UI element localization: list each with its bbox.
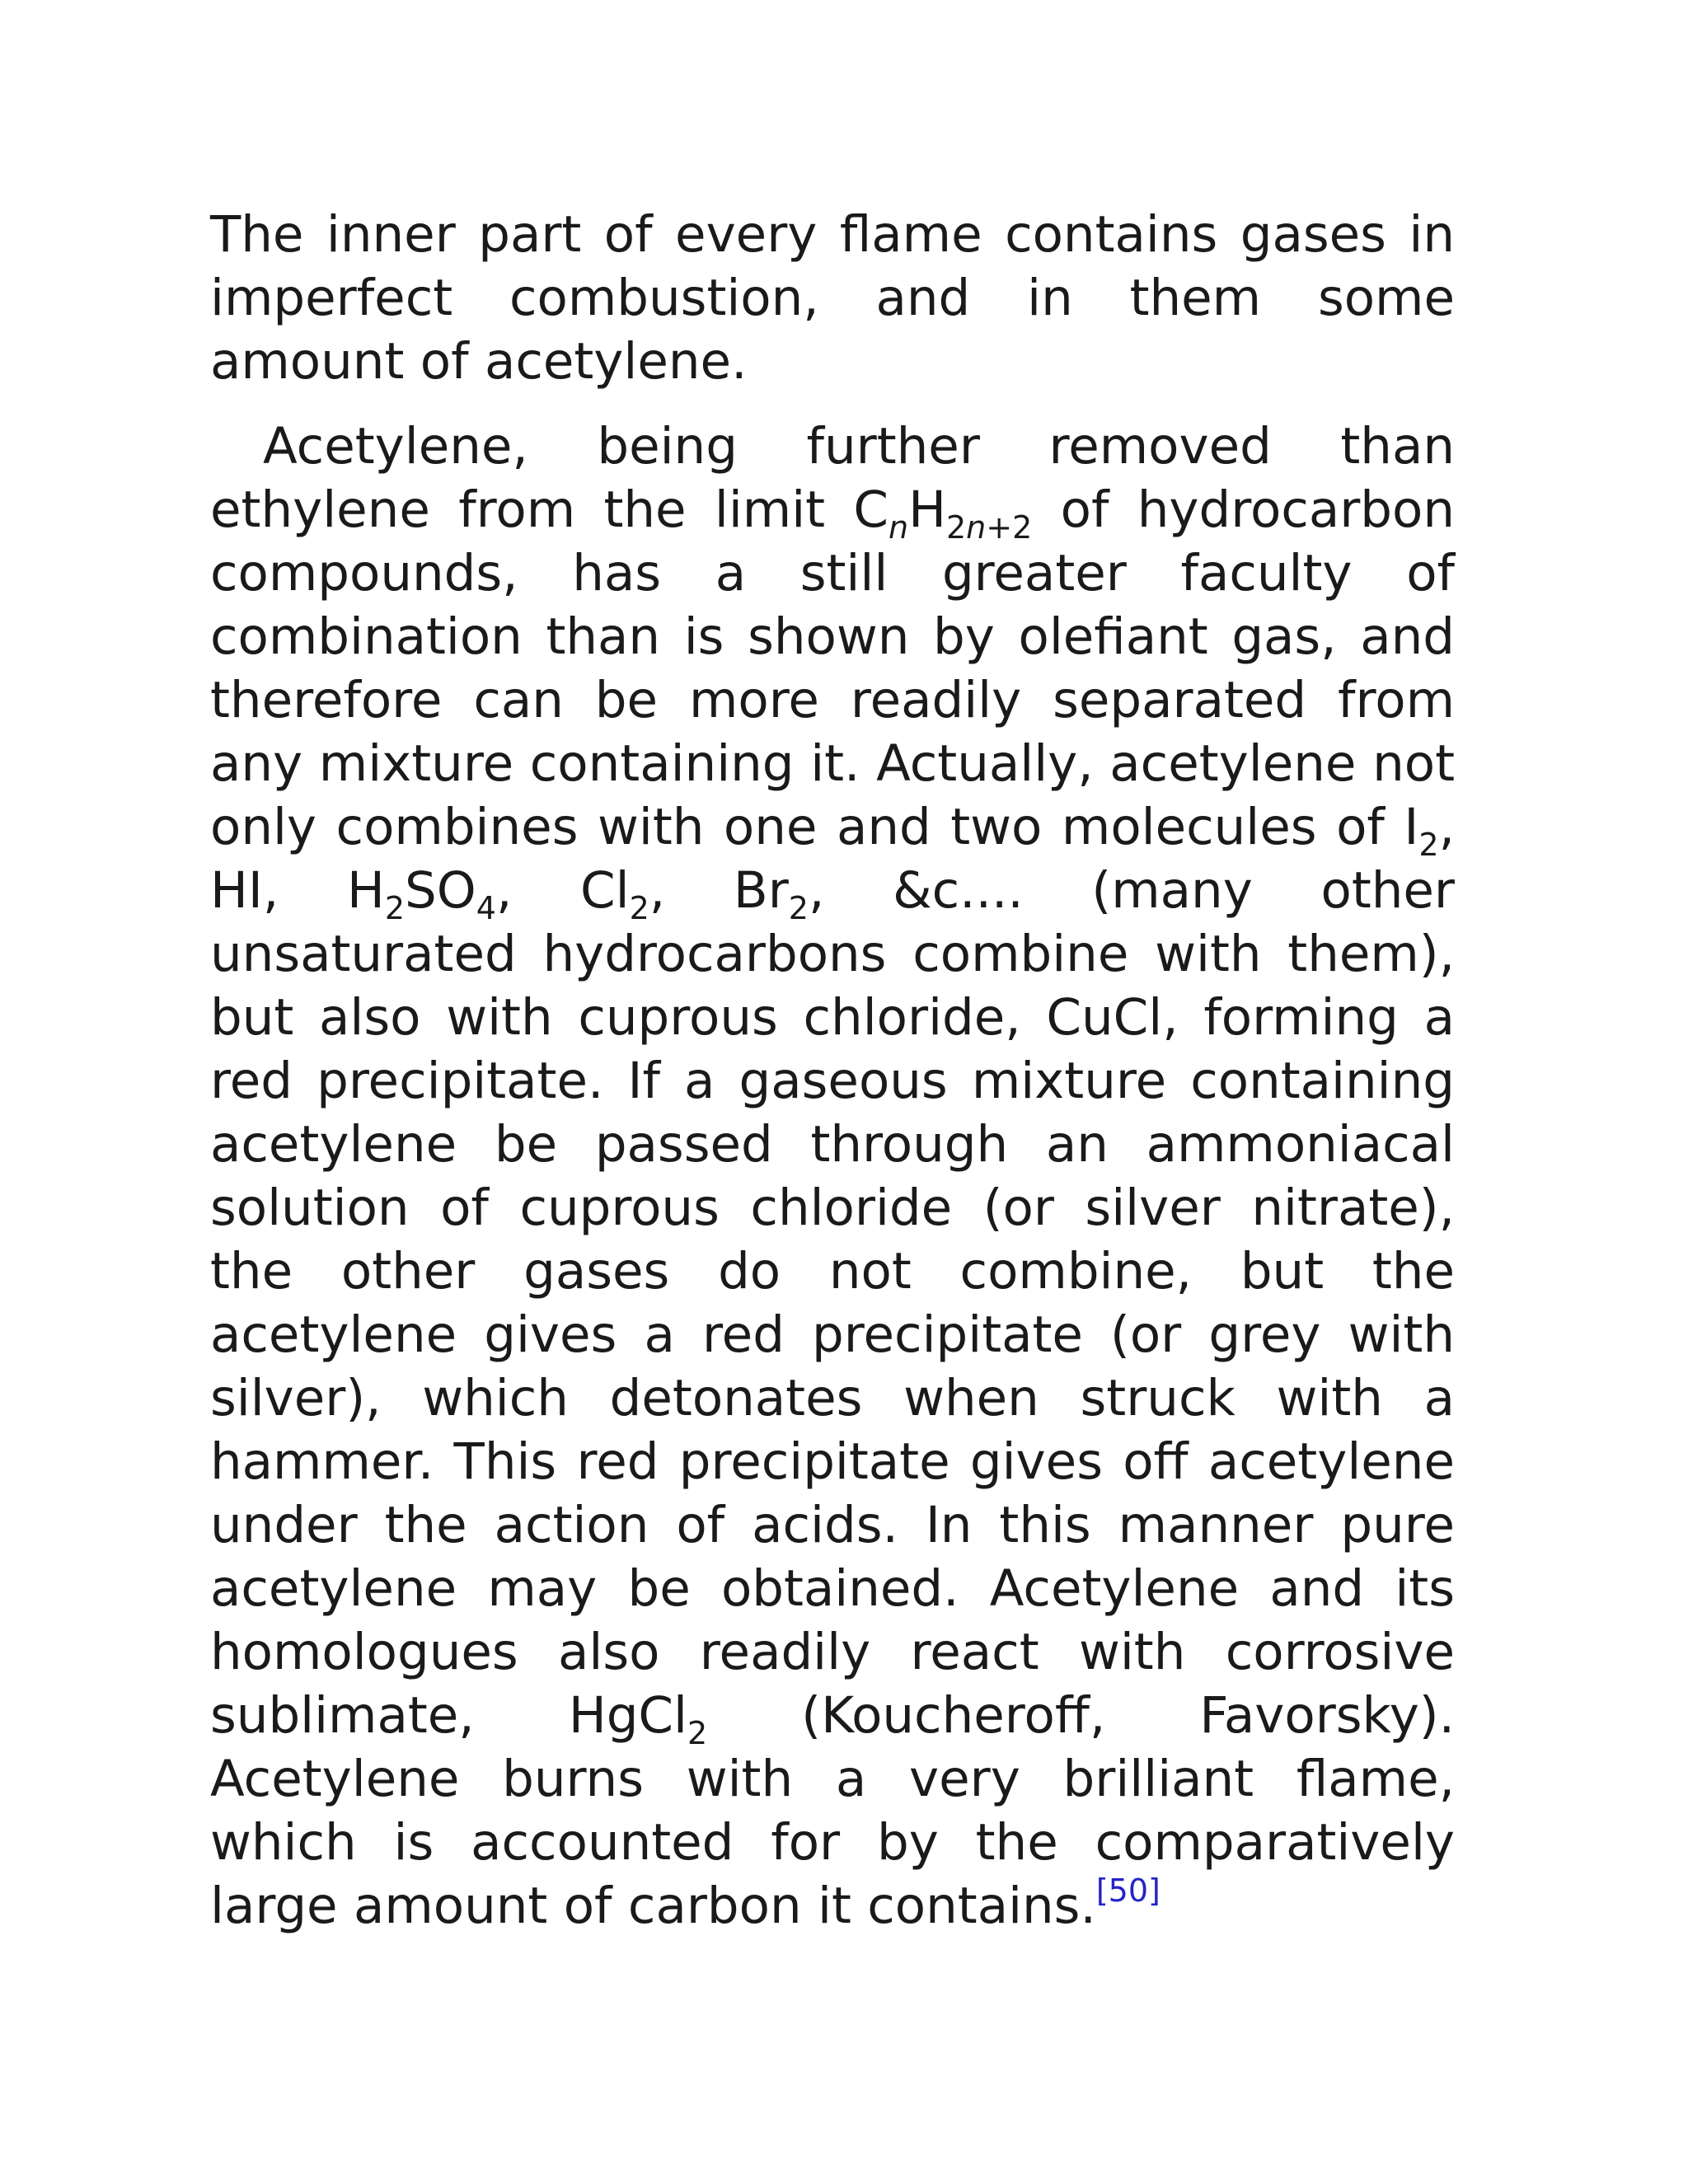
text-run-3: , HI, (210, 798, 1455, 920)
text-run-2: of hydrocarbon compounds, has a still greater faculty of combination than is shown by olefiant gas, and therefore can be more readily separated from any mixture containing it. Actually, acetylene not only combines with one and two molecules of (210, 480, 1455, 856)
formula-hgcl2: HgCl$_2$ (568, 1686, 708, 1751)
paragraph-flame-text: The inner part of every flame contains gases in imperfect combustion, and in them some amount of acetylene. (210, 205, 1455, 391)
formula-i2: $I_2$ (1404, 798, 1439, 863)
formula-h2so4: $H_2SO_4$ (346, 861, 496, 926)
text-run-5: , (649, 861, 734, 920)
formula-limit: $C_nH_{2n+2}$ (853, 480, 1033, 546)
paragraph-flame (210, 203, 1455, 393)
text-run-4: , (495, 861, 581, 920)
text-run-6: , &c.... (many other unsaturated hydrocarbons combine with them), but also with cuprous chloride, CuCl, forming a red precipitate. If a gaseous mixture containing acetylene be passed through an ammoniacal solution of cuprous chloride (or silver nitrate), the other gases do not combine, but the acetylene gives a red precipitate (or grey with silver), which detonates when struck with a hammer. This red precipitate gives off acetylene under the action of acids. In this manner pure acetylene may be obtained. Acetylene and its homologues also readily react with corrosive sublimate, (210, 861, 1456, 1745)
page-body (210, 203, 1455, 1938)
footnote-ref[interactable] (1096, 1872, 1160, 1909)
formula-br2: $Br_2$ (733, 861, 809, 926)
footnote-link-50[interactable]: [50] (1095, 1872, 1160, 1909)
text-run-7: (Koucheroff, Favorsky). Acetylene burns with a very brilliant flame, which is accounted for by the comparatively large amount of carbon it contains. (210, 1686, 1455, 1935)
formula-cl2: $Cl_2$ (580, 861, 649, 926)
paragraph-acetylene (210, 415, 1455, 1938)
text-run-1: Acetylene, being further removed than ethylene from the limit (210, 417, 1455, 539)
